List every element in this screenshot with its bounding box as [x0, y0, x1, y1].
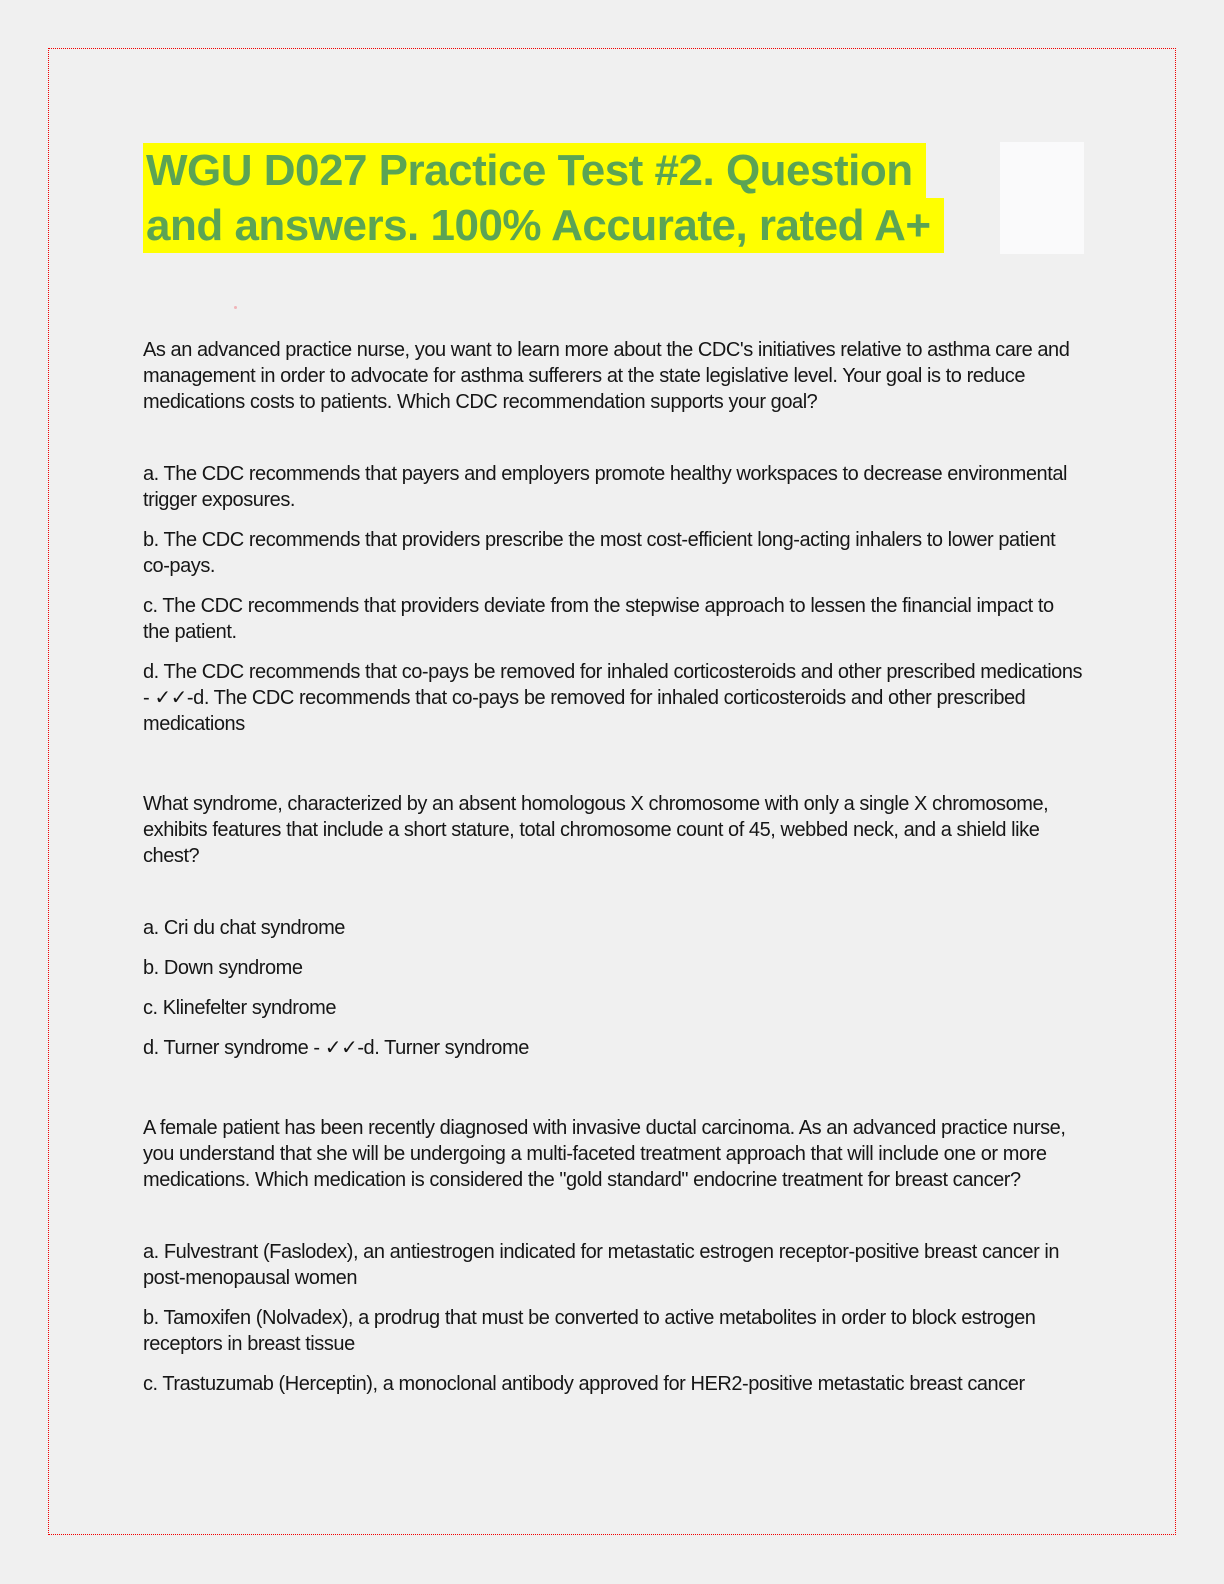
question-2-option-d-answer: d. Turner syndrome - ✓✓-d. Turner syndrome [143, 1037, 529, 1059]
question-3-option-a: a. Fulvestrant (Faslodex), an antiestrogen indicated for metastatic estrogen receptor-positive breast cancer in post-menopausal women [143, 1241, 1060, 1289]
question-1-option-b: b. The CDC recommends that providers prescribe the most cost-efficient long-acting inhalers to lower patient co-pays. [143, 529, 1056, 577]
question-1-option-c: c. The CDC recommends that providers deviate from the stepwise approach to lessen the financial impact to the patient. [143, 595, 1054, 643]
question-2-prompt: What syndrome, characterized by an absent homologous X chromosome with only a single X chromosome, exhibits features that include a short stature, total chromosome count of 45, webbed neck, and a shield like chest? [143, 793, 1049, 867]
question-3-option-c: c. Trastuzumab (Herceptin), a monoclonal antibody approved for HER2-positive metastatic breast cancer [143, 1373, 1025, 1395]
question-2-option-a: a. Cri du chat syndrome [143, 917, 345, 939]
question-2-option-c: c. Klinefelter syndrome [143, 997, 337, 1019]
question-3-prompt: A female patient has been recently diagnosed with invasive ductal carcinoma. As an advanced practice nurse, you understand that she will be undergoing a multi-faceted treatment approach that will include one or more medications. Which medication is considered the "gold standard" endocrine treatment for breast cancer? [143, 1117, 1066, 1191]
page-title-line-2: and answers. 100% Accurate, rated A+ [143, 198, 944, 253]
question-1-option-a: a. The CDC recommends that payers and employers promote healthy workspaces to decrease environmental trigger exposures. [143, 463, 1067, 511]
page-title-line-1: WGU D027 Practice Test #2. Question [143, 143, 926, 198]
page-title [143, 143, 944, 253]
question-1-prompt: As an advanced practice nurse, you want to learn more about the CDC's initiatives relative to asthma care and management in order to advocate for asthma sufferers at the state legislative level. Your goal is to reduce medications costs to patients. Which CDC recommendation supports your goal? [143, 339, 1070, 413]
question-3-option-b: b. Tamoxifen (Nolvadex), a prodrug that must be converted to active metabolites in order to block estrogen receptors in breast tissue [143, 1307, 1036, 1355]
stray-red-dot [234, 306, 237, 309]
document-content [143, 337, 1083, 1411]
title-background-box [1000, 142, 1084, 254]
question-2-option-b: b. Down syndrome [143, 957, 303, 979]
question-1-option-d-answer: d. The CDC recommends that co-pays be removed for inhaled corticosteroids and other prescribed medications - ✓✓-d. The CDC recommends that co-pays be removed for inhaled corticosteroids and other prescribed medications [143, 661, 1083, 735]
